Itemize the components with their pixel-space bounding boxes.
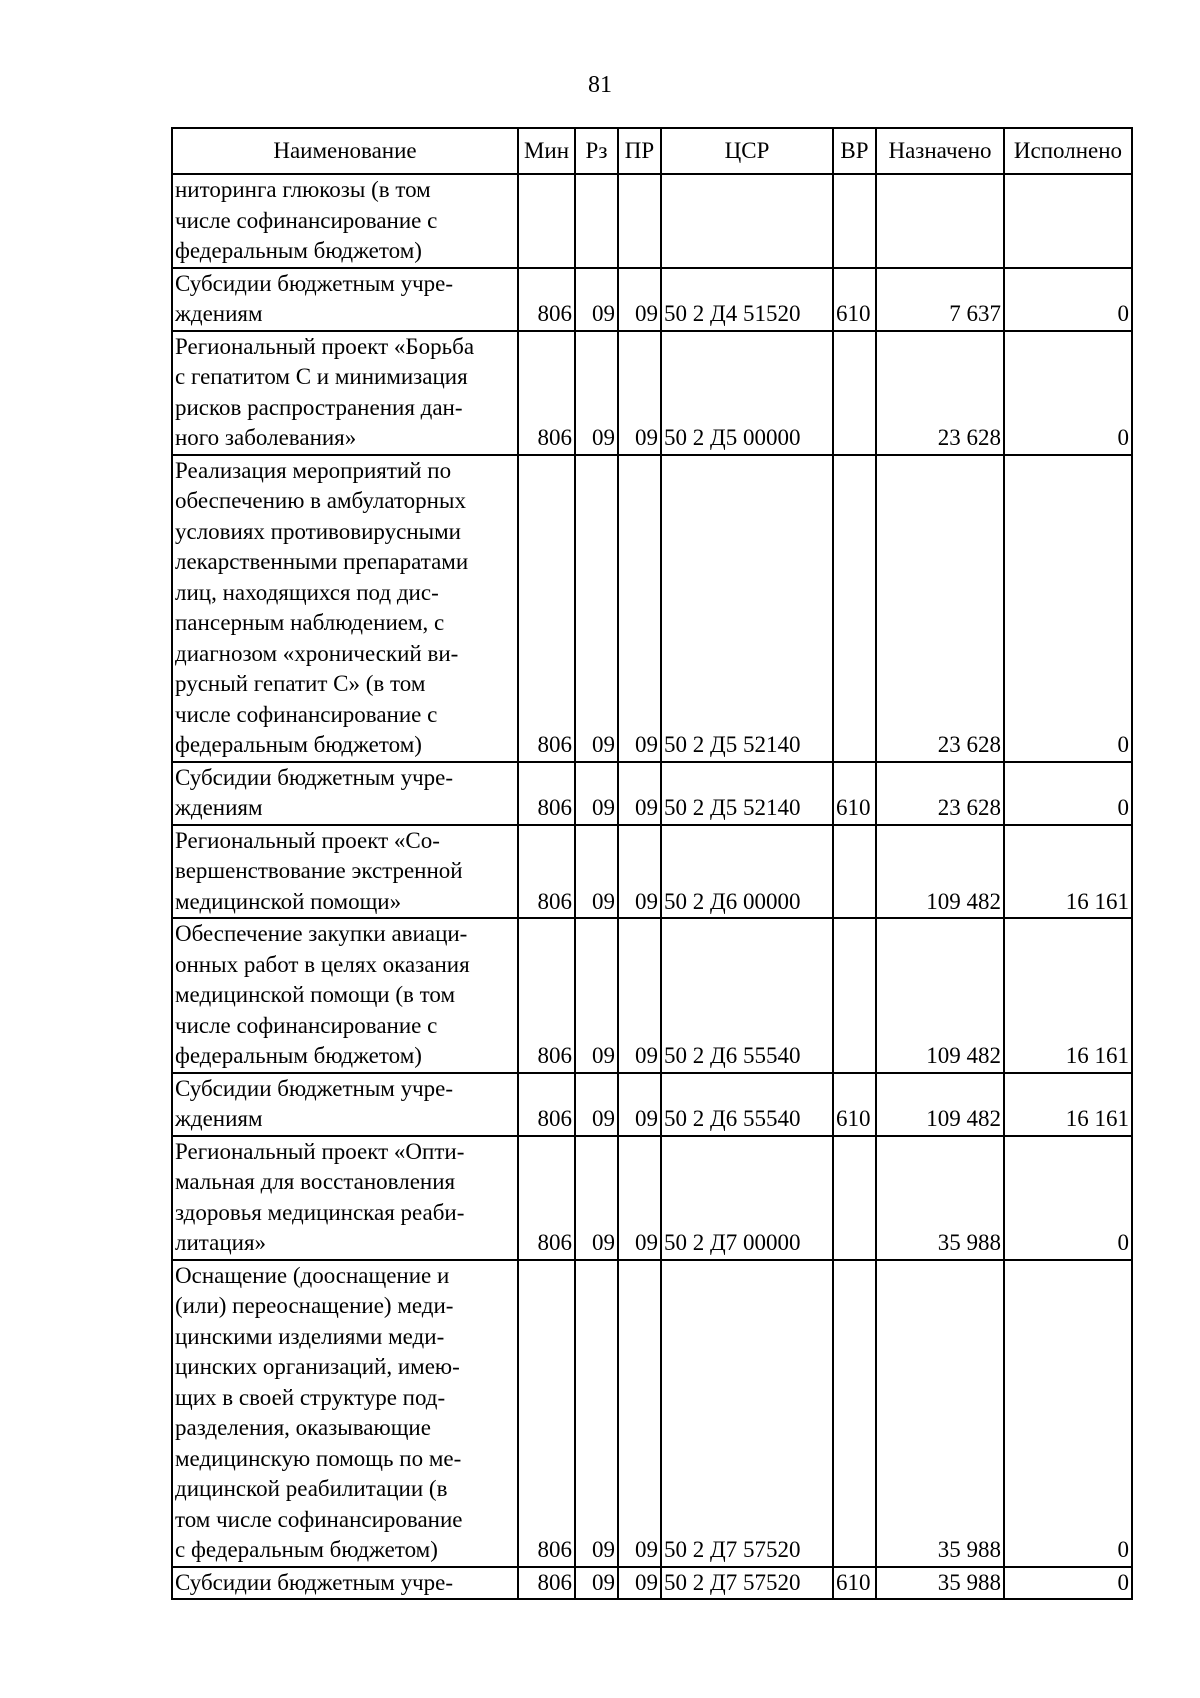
cell-name: Обеспечение закупки авиаци- онных работ в целях оказания медицинской помощи (в том числе софинансирование с федеральным бюджетом) [172,918,518,1073]
cell-executed: 0 [1004,268,1132,331]
header-vr: ВР [833,128,876,174]
cell-executed: 0 [1004,762,1132,825]
cell-name: Региональный проект «Опти- мальная для восстановления здоровья медицинская реаби- литация» [172,1136,518,1260]
cell-name: Субсидии бюджетным учре- ждениям [172,762,518,825]
table-row [172,1567,1132,1600]
cell-executed: 0 [1004,331,1132,455]
cell-assigned [876,174,1004,268]
table-row [172,1073,1132,1136]
cell-pr: 09 [618,762,661,825]
cell-rz: 09 [575,1073,618,1136]
cell-rz: 09 [575,762,618,825]
cell-rz: 09 [575,918,618,1073]
cell-pr: 09 [618,1073,661,1136]
header-pr: ПР [618,128,661,174]
cell-vr [833,174,876,268]
cell-min: 806 [518,825,575,919]
cell-csr: 50 2 Д6 00000 [661,825,833,919]
cell-vr [833,331,876,455]
cell-min: 806 [518,331,575,455]
cell-assigned: 23 628 [876,762,1004,825]
header-rz: Рз [575,128,618,174]
cell-assigned: 35 988 [876,1260,1004,1567]
cell-rz: 09 [575,268,618,331]
cell-pr: 09 [618,455,661,762]
cell-pr: 09 [618,1260,661,1567]
table-header-row [172,128,1132,174]
cell-csr: 50 2 Д5 52140 [661,455,833,762]
header-executed: Исполнено [1004,128,1132,174]
cell-min: 806 [518,1136,575,1260]
cell-pr: 09 [618,1136,661,1260]
cell-name: Субсидии бюджетным учре- [172,1567,518,1600]
cell-vr: 610 [833,1567,876,1600]
cell-name: Региональный проект «Со- вершенствование экстренной медицинской помощи» [172,825,518,919]
cell-executed [1004,174,1132,268]
cell-executed: 0 [1004,455,1132,762]
table-row [172,268,1132,331]
cell-pr: 09 [618,918,661,1073]
header-assigned: Назначено [876,128,1004,174]
cell-min: 806 [518,1567,575,1600]
cell-pr [618,174,661,268]
header-csr: ЦСР [661,128,833,174]
cell-csr: 50 2 Д5 52140 [661,762,833,825]
cell-executed: 0 [1004,1567,1132,1600]
cell-pr: 09 [618,331,661,455]
cell-assigned: 109 482 [876,1073,1004,1136]
cell-csr: 50 2 Д6 55540 [661,918,833,1073]
cell-rz: 09 [575,825,618,919]
cell-assigned: 109 482 [876,918,1004,1073]
cell-assigned: 23 628 [876,331,1004,455]
cell-pr: 09 [618,1567,661,1600]
budget-table [171,127,1133,1600]
cell-executed: 0 [1004,1136,1132,1260]
cell-name: Реализация мероприятий по обеспечению в амбулаторных условиях противовирусными лекарственными препаратами лиц, находящихся под дис- пансерным наблюдением, с диагнозом «хронический ви- русный гепатит С» (в том числе софинансирование с федеральным бюджетом) [172,455,518,762]
cell-executed: 16 161 [1004,918,1132,1073]
cell-csr: 50 2 Д5 00000 [661,331,833,455]
table-row [172,918,1132,1073]
cell-rz [575,174,618,268]
cell-rz: 09 [575,1136,618,1260]
cell-vr [833,455,876,762]
cell-rz: 09 [575,1567,618,1600]
table-row [172,455,1132,762]
cell-pr: 09 [618,268,661,331]
table-row [172,1260,1132,1567]
cell-name: ниторинга глюкозы (в том числе софинансирование с федеральным бюджетом) [172,174,518,268]
cell-assigned: 35 988 [876,1567,1004,1600]
cell-pr: 09 [618,825,661,919]
header-min: Мин [518,128,575,174]
cell-rz: 09 [575,331,618,455]
cell-executed: 0 [1004,1260,1132,1567]
cell-assigned: 23 628 [876,455,1004,762]
cell-csr: 50 2 Д7 57520 [661,1567,833,1600]
cell-executed: 16 161 [1004,825,1132,919]
cell-min: 806 [518,762,575,825]
cell-vr: 610 [833,762,876,825]
cell-vr [833,825,876,919]
cell-vr: 610 [833,268,876,331]
cell-csr [661,174,833,268]
cell-vr [833,1136,876,1260]
cell-min: 806 [518,455,575,762]
cell-vr [833,1260,876,1567]
table-row [172,825,1132,919]
cell-assigned: 109 482 [876,825,1004,919]
cell-assigned: 35 988 [876,1136,1004,1260]
cell-executed: 16 161 [1004,1073,1132,1136]
table-row [172,331,1132,455]
cell-csr: 50 2 Д6 55540 [661,1073,833,1136]
cell-name: Оснащение (дооснащение и (или) переоснащение) меди- цинскими изделиями меди- цинских организаций, имею- щих в своей структуре под- разделения, оказывающие медицинскую помощь по ме- дицинской реабилитации (в том числе софинансирование с федеральным бюджетом) [172,1260,518,1567]
cell-rz: 09 [575,455,618,762]
cell-min: 806 [518,1073,575,1136]
cell-min [518,174,575,268]
page-number: 81 [588,72,612,98]
table-row [172,174,1132,268]
cell-name: Региональный проект «Борьба с гепатитом С и минимизация рисков распространения дан- ного заболевания» [172,331,518,455]
cell-vr [833,918,876,1073]
cell-csr: 50 2 Д7 57520 [661,1260,833,1567]
cell-csr: 50 2 Д7 00000 [661,1136,833,1260]
cell-name: Субсидии бюджетным учре- ждениям [172,1073,518,1136]
cell-assigned: 7 637 [876,268,1004,331]
cell-csr: 50 2 Д4 51520 [661,268,833,331]
header-name: Наименование [172,128,518,174]
cell-vr: 610 [833,1073,876,1136]
cell-min: 806 [518,918,575,1073]
table-row [172,762,1132,825]
cell-min: 806 [518,1260,575,1567]
cell-rz: 09 [575,1260,618,1567]
cell-min: 806 [518,268,575,331]
table-row [172,1136,1132,1260]
cell-name: Субсидии бюджетным учре- ждениям [172,268,518,331]
